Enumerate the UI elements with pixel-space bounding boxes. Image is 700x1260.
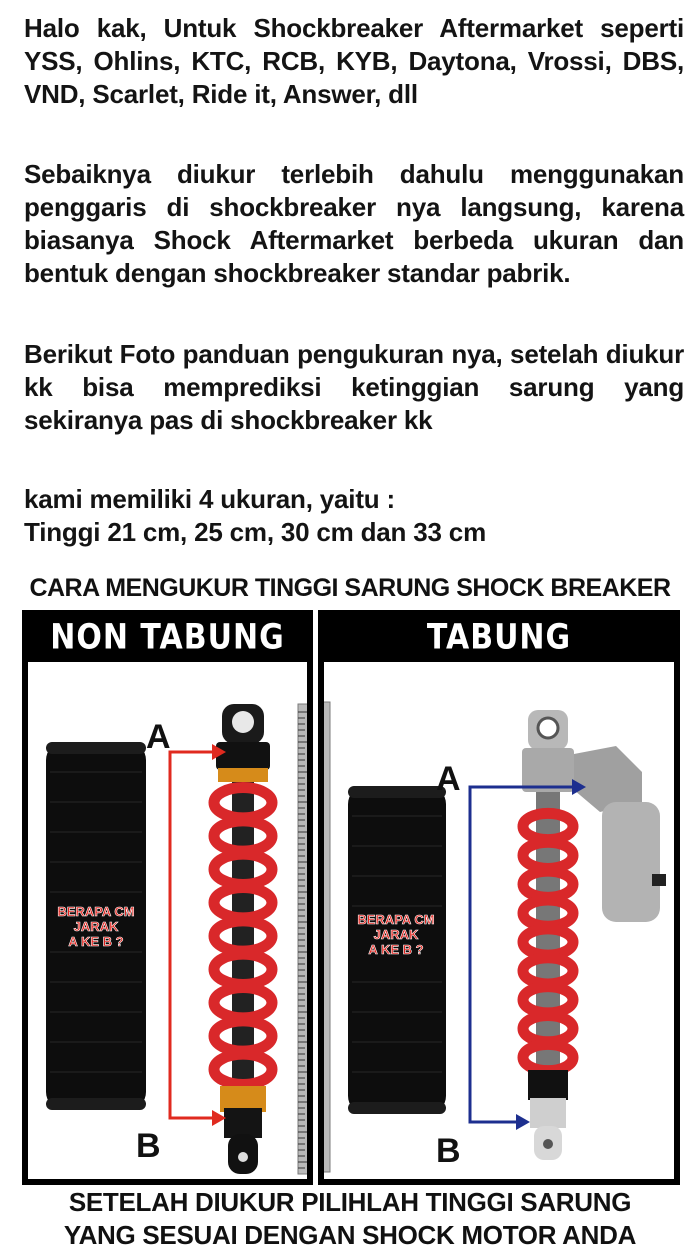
text-line: Halo kak, Untuk Shockbreaker Aftermarket seperti (24, 13, 684, 43)
ruler-image (298, 704, 307, 1174)
point-a-label: A (146, 718, 171, 756)
question-line: A KE B ? (368, 942, 424, 957)
tabung-illustration (324, 662, 674, 1179)
text-line: biasanya Shock Aftermarket berbeda ukuran dan (24, 225, 684, 255)
intro-paragraph-brands (24, 12, 684, 111)
text-line: Tinggi 21 cm, 25 cm, 30 cm dan 33 cm (24, 517, 486, 547)
bottom-instruction (0, 1186, 700, 1252)
text-line: Berikut Foto panduan pengukuran nya, setelah diukur (24, 339, 684, 369)
arrow-head-b (212, 1110, 226, 1126)
text-line: Sebaiknya diukur terlebih dahulu menggunakan (24, 159, 684, 189)
question-line: JARAK (373, 927, 419, 942)
intro-paragraph-measure (24, 158, 684, 290)
text-line: bentuk dengan shockbreaker standar pabrik. (24, 258, 571, 288)
ruler-edge (324, 702, 330, 1172)
text-line: YSS, Ohlins, KTC, RCB, KYB, Daytona, Vrossi, DBS, (24, 46, 684, 76)
text-line: kk bisa memprediksi ketinggian sarung yang (24, 372, 684, 402)
non-tabung-panel (22, 610, 313, 1185)
point-b-label: B (436, 1132, 461, 1170)
tabung-panel (318, 610, 680, 1185)
text-line: SETELAH DIUKUR PILIHLAH TINGGI SARUNG (68, 1187, 632, 1217)
point-a-label: A (436, 760, 461, 798)
text-line: penggaris di shockbreaker nya langsung, karena (24, 192, 684, 222)
text-line: sekiranya pas di shockbreaker kk (24, 405, 433, 435)
shock-absorber-image (214, 704, 272, 1174)
text-line: YANG SESUAI DENGAN SHOCK MOTOR ANDA (63, 1220, 637, 1250)
shock-absorber-image (522, 710, 666, 1160)
tabung-image-area (324, 662, 674, 1179)
question-line: JARAK (73, 919, 119, 934)
intro-paragraph-guide (24, 338, 684, 437)
text-line: kami memiliki 4 ukuran, yaitu : (24, 484, 395, 514)
diagram-title: CARA MENGUKUR TINGGI SARUNG SHOCK BREAKER (29, 574, 671, 602)
question-line: BERAPA CM (357, 912, 435, 927)
non-tabung-illustration (28, 662, 307, 1179)
tabung-heading: TABUNG (426, 617, 572, 658)
point-b-label: B (136, 1127, 161, 1165)
text-line: VND, Scarlet, Ride it, Answer, dll (24, 79, 418, 109)
question-line: A KE B ? (68, 934, 124, 949)
intro-paragraph-sizes (24, 483, 684, 549)
non-tabung-heading: NON TABUNG (50, 617, 285, 658)
non-tabung-image-area (28, 662, 307, 1179)
question-line: BERAPA CM (57, 904, 135, 919)
arrow-head-b (516, 1114, 530, 1130)
